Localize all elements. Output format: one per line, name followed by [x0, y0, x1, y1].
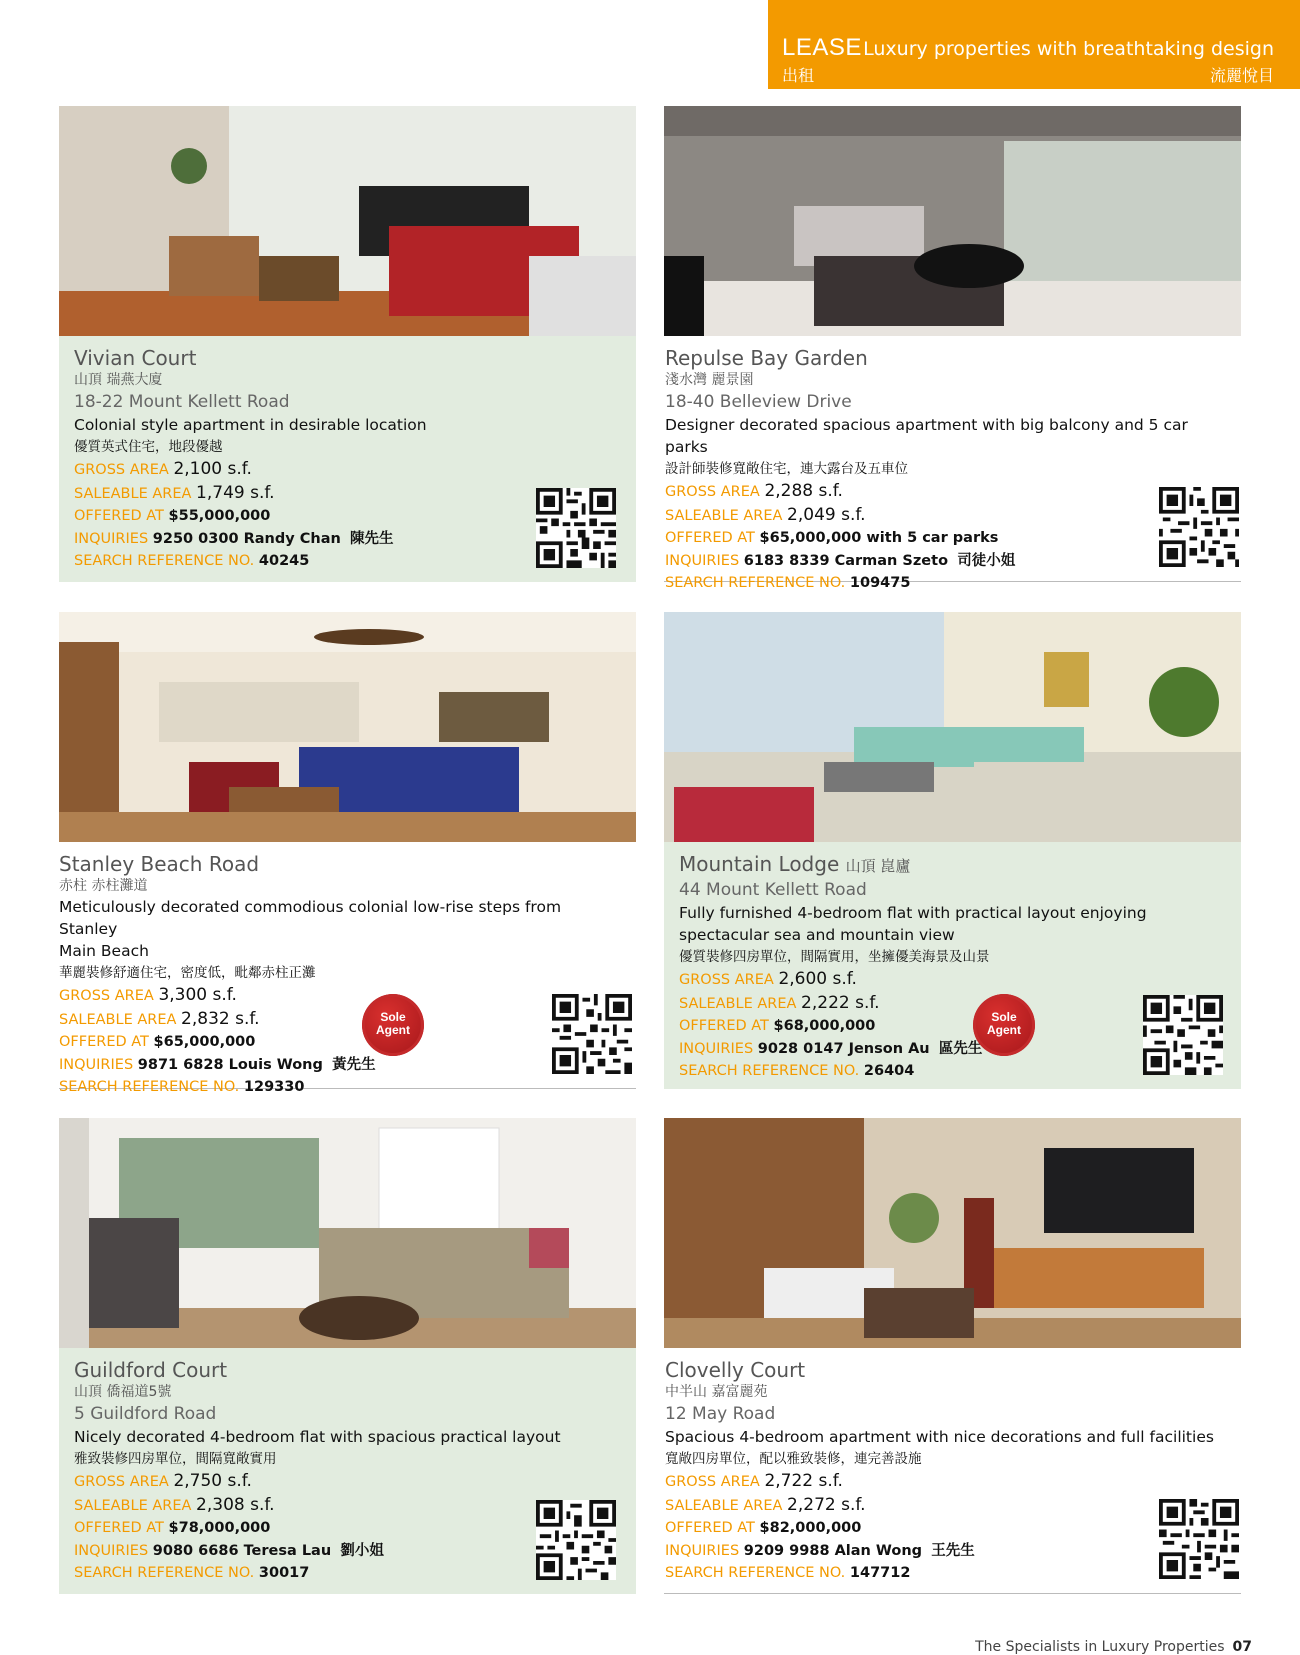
property-name-zh: 山頂 瑞燕大廈 [74, 372, 163, 388]
qr-code-icon[interactable] [1159, 1499, 1239, 1579]
property-photo[interactable] [664, 1118, 1241, 1348]
property-description-line2: spectacular sea and mountain view [679, 926, 955, 944]
page-number: 07 [1232, 1639, 1252, 1655]
gross-area-value: 2,750 s.f. [173, 1471, 252, 1491]
property-name: Vivian Court [74, 346, 197, 370]
saleable-area-value: 2,308 s.f. [196, 1494, 275, 1515]
property-name-zh: 赤柱 赤柱灘道 [59, 878, 148, 894]
inquiries-label: INQUIRIES [74, 1542, 149, 1559]
inquiries-label: INQUIRIES [59, 1056, 134, 1073]
saleable-area-label: SALEABLE AREA [679, 995, 797, 1012]
saleable-area-value: 2,222 s.f. [801, 992, 880, 1013]
offered-price: $78,000,000 [168, 1520, 271, 1536]
page-footer [975, 1639, 1252, 1655]
property-photo[interactable] [59, 106, 636, 336]
search-ref-value: 26404 [863, 1063, 915, 1079]
property-name-zh: 中半山 嘉富麗苑 [665, 1384, 768, 1400]
saleable-area-label: SALEABLE AREA [665, 507, 783, 524]
property-name: Clovelly Court [665, 1358, 806, 1382]
inquiries-contact[interactable]: 9028 0147 Jenson Au [757, 1040, 930, 1057]
inquiries-contact-zh: 司徒小姐 [957, 552, 1016, 569]
property-description-zh: 優質英式住宅，地段優越 [74, 439, 223, 455]
banner-title-zh: 出租 [782, 66, 815, 85]
inquiries-contact[interactable]: 9871 6828 Louis Wong [137, 1056, 323, 1073]
qr-code-icon[interactable] [1159, 487, 1239, 567]
search-ref-label: SEARCH REFERENCE NO. [74, 553, 255, 569]
gross-area-value: 2,722 s.f. [764, 1471, 843, 1491]
property-address: 18-22 Mount Kellett Road [74, 392, 290, 412]
search-ref-label: SEARCH REFERENCE NO. [665, 575, 846, 591]
saleable-area-label: SALEABLE AREA [74, 485, 192, 502]
offered-at-label: OFFERED AT [74, 508, 164, 524]
offered-at-label: OFFERED AT [74, 1520, 164, 1536]
property-description: Colonial style apartment in desirable location [74, 416, 427, 434]
listing-card[interactable] [664, 1118, 1241, 1594]
search-ref-label: SEARCH REFERENCE NO. [665, 1565, 846, 1581]
property-address: 18-40 Belleview Drive [665, 392, 852, 412]
offered-price: $65,000,000 with 5 car parks [759, 530, 999, 546]
property-name: Guildford Court [74, 1358, 228, 1382]
property-description-zh: 寬敞四房單位，配以雅致裝修，連完善設施 [665, 1451, 922, 1467]
search-ref-value: 109475 [849, 575, 911, 591]
sole-agent-seal [362, 994, 424, 1056]
saleable-area-value: 2,049 s.f. [787, 504, 866, 525]
gross-area-label: GROSS AREA [74, 1474, 169, 1490]
property-name: Mountain Lodge [679, 852, 840, 876]
listing-card[interactable] [59, 1118, 636, 1594]
sole-agent-seal [973, 994, 1035, 1056]
offered-at-label: OFFERED AT [665, 530, 755, 546]
inquiries-label: INQUIRIES [665, 1542, 740, 1559]
gross-area-label: GROSS AREA [59, 988, 154, 1004]
property-photo[interactable] [59, 612, 636, 842]
footer-text: The Specialists in Luxury Properties [975, 1639, 1225, 1655]
gross-area-label: GROSS AREA [665, 484, 760, 500]
property-description: Spacious 4-bedroom apartment with nice decorations and full facilities [665, 1428, 1214, 1446]
property-address: 44 Mount Kellett Road [679, 880, 867, 900]
banner-title: LEASE [782, 34, 862, 61]
inquiries-contact-zh: 陳先生 [350, 530, 394, 547]
property-name-zh: 山頂 崑廬 [845, 857, 911, 875]
qr-code-icon[interactable] [1143, 995, 1223, 1075]
inquiries-contact-zh: 王先生 [931, 1542, 975, 1559]
inquiries-contact-zh: 區先生 [938, 1040, 983, 1057]
inquiries-contact-zh: 黃先生 [332, 1056, 376, 1073]
saleable-area-value: 2,272 s.f. [787, 1494, 866, 1515]
gross-area-value: 2,100 s.f. [173, 459, 252, 479]
gross-area-value: 3,300 s.f. [158, 985, 237, 1005]
inquiries-label: INQUIRIES [665, 552, 740, 569]
seal-line1: Sole [380, 1010, 406, 1024]
property-description-line1: Fully furnished 4-bedroom flat with practical layout enjoying [679, 904, 1147, 922]
qr-code-icon[interactable] [552, 994, 632, 1074]
property-name: Stanley Beach Road [59, 852, 260, 876]
property-photo[interactable] [664, 612, 1241, 842]
property-description-zh: 雅致裝修四房單位，間隔寬敞實用 [74, 1451, 277, 1467]
listing-card[interactable] [664, 106, 1241, 591]
qr-code-icon[interactable] [536, 488, 616, 568]
property-description-zh: 優質裝修四房單位，間隔實用，坐擁優美海景及山景 [679, 949, 990, 965]
inquiries-contact-zh: 劉小姐 [340, 1542, 384, 1559]
inquiries-label: INQUIRIES [74, 530, 149, 547]
inquiries-contact[interactable]: 9080 6686 Teresa Lau [152, 1542, 332, 1559]
search-ref-value: 40245 [258, 553, 310, 569]
lease-banner [768, 0, 1300, 89]
offered-price: $82,000,000 [759, 1520, 862, 1536]
inquiries-contact[interactable]: 9250 0300 Randy Chan [152, 530, 341, 547]
gross-area-value: 2,600 s.f. [778, 969, 857, 989]
gross-area-label: GROSS AREA [665, 1474, 760, 1490]
offered-at-label: OFFERED AT [59, 1034, 149, 1050]
saleable-area-value: 1,749 s.f. [196, 482, 275, 503]
property-photo[interactable] [59, 1118, 636, 1348]
gross-area-value: 2,288 s.f. [764, 481, 843, 501]
inquiries-contact[interactable]: 9209 9988 Alan Wong [743, 1542, 923, 1559]
property-address: 12 May Road [665, 1404, 776, 1424]
search-ref-label: SEARCH REFERENCE NO. [679, 1063, 860, 1079]
offered-price: $55,000,000 [168, 508, 271, 524]
property-photo[interactable] [664, 106, 1241, 336]
offered-at-label: OFFERED AT [679, 1018, 769, 1034]
banner-tagline: Luxury properties with breathtaking design [863, 38, 1274, 60]
search-ref-label: SEARCH REFERENCE NO. [74, 1565, 255, 1581]
property-description-zh: 華麗裝修舒適住宅，密度低，毗鄰赤柱正灘 [59, 965, 316, 981]
offered-price: $65,000,000 [153, 1034, 256, 1050]
seal-line2: Agent [376, 1023, 410, 1037]
property-description-line2: Main Beach [59, 942, 149, 960]
search-ref-value: 147712 [849, 1565, 911, 1581]
search-ref-label: SEARCH REFERENCE NO. [59, 1079, 240, 1095]
listing-card[interactable] [59, 612, 636, 1095]
property-address: 5 Guildford Road [74, 1404, 217, 1424]
seal-line2: Agent [987, 1023, 1021, 1037]
qr-code-icon[interactable] [536, 1500, 616, 1580]
property-description: Designer decorated spacious apartment with big balcony and 5 car parks [665, 416, 1188, 456]
property-description: Nicely decorated 4-bedroom flat with spacious practical layout [74, 1428, 561, 1446]
property-description-line1: Meticulously decorated commodious colonial low-rise steps from Stanley [59, 898, 562, 938]
gross-area-label: GROSS AREA [679, 972, 774, 988]
gross-area-label: GROSS AREA [74, 462, 169, 478]
property-name: Repulse Bay Garden [665, 346, 868, 370]
inquiries-label: INQUIRIES [679, 1040, 754, 1057]
property-description-zh: 設計師裝修寬敞住宅，連大露台及五車位 [665, 461, 908, 477]
offered-price: $68,000,000 [773, 1018, 876, 1034]
listing-card[interactable] [664, 612, 1241, 1089]
saleable-area-label: SALEABLE AREA [74, 1497, 192, 1514]
offered-at-label: OFFERED AT [665, 1520, 755, 1536]
property-name-zh: 山頂 僑福道5號 [74, 1384, 172, 1400]
banner-tagline-zh: 流麗悅目 [1209, 66, 1274, 85]
seal-line1: Sole [991, 1010, 1017, 1024]
saleable-area-label: SALEABLE AREA [665, 1497, 783, 1514]
search-ref-value: 129330 [243, 1079, 305, 1095]
saleable-area-value: 2,832 s.f. [181, 1008, 260, 1029]
listing-card[interactable] [59, 106, 636, 582]
search-ref-value: 30017 [258, 1565, 310, 1581]
property-name-zh: 淺水灣 麗景園 [665, 372, 754, 388]
inquiries-contact[interactable]: 6183 8339 Carman Szeto [743, 552, 949, 569]
saleable-area-label: SALEABLE AREA [59, 1011, 177, 1028]
